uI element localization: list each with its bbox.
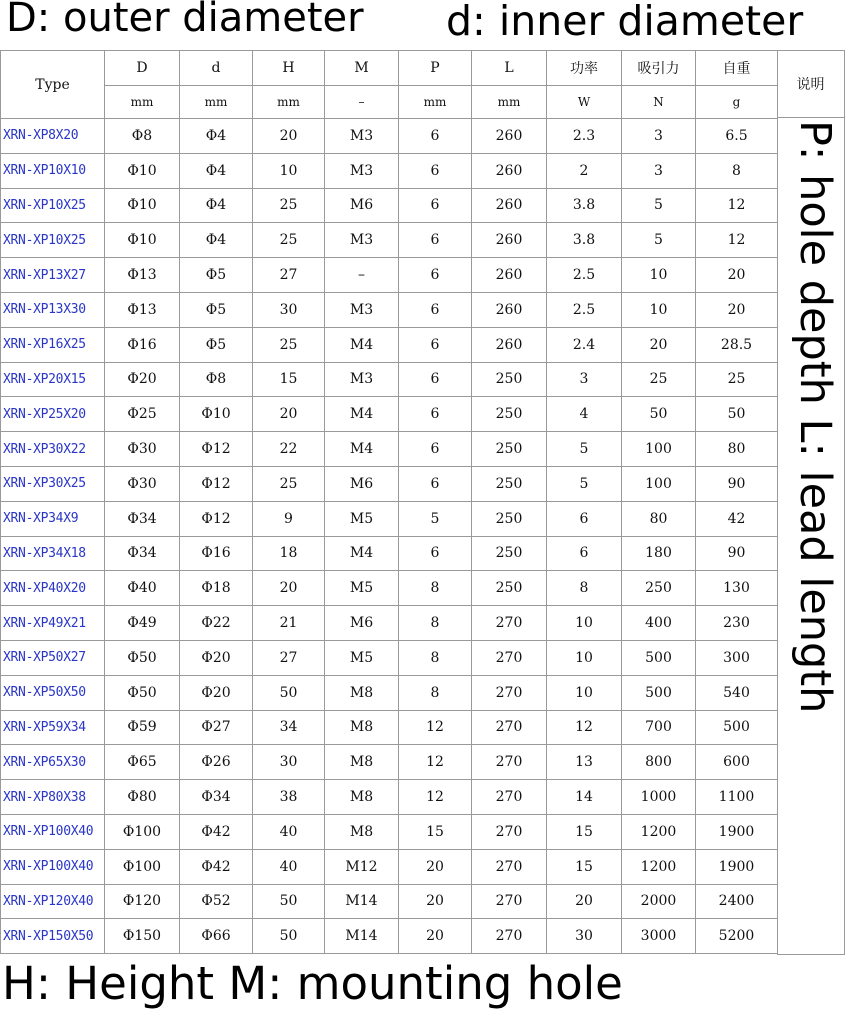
type-cell: XRN-XP50X27 (1, 640, 105, 675)
value-cell: 5 (622, 188, 696, 223)
value-cell: 260 (472, 119, 547, 154)
header-unit: mm (399, 86, 472, 119)
header-label: 自重 (696, 51, 778, 86)
table-header (1, 51, 778, 119)
value-cell: 12 (696, 188, 778, 223)
value-cell: Φ120 (105, 884, 180, 919)
value-cell: 27 (253, 258, 325, 293)
value-cell: 540 (696, 675, 778, 710)
table-row (1, 466, 778, 501)
value-cell: 260 (472, 223, 547, 258)
value-cell: 260 (472, 292, 547, 327)
value-cell: 6 (399, 536, 472, 571)
value-cell: 20 (253, 397, 325, 432)
value-cell: Φ80 (105, 780, 180, 815)
value-cell: Φ4 (180, 153, 253, 188)
type-cell: XRN-XP34X9 (1, 501, 105, 536)
value-cell: M8 (325, 710, 399, 745)
value-cell: Φ52 (180, 884, 253, 919)
value-cell: 1000 (622, 780, 696, 815)
value-cell: 1900 (696, 814, 778, 849)
value-cell: Φ22 (180, 606, 253, 641)
table-row (1, 640, 778, 675)
header-units-row (1, 86, 778, 119)
value-cell: Φ27 (180, 710, 253, 745)
value-cell: 12 (547, 710, 622, 745)
value-cell: 250 (472, 501, 547, 536)
value-cell: 38 (253, 780, 325, 815)
type-cell: XRN-XP80X38 (1, 780, 105, 815)
value-cell: Φ8 (180, 362, 253, 397)
value-cell: M8 (325, 814, 399, 849)
value-cell: M14 (325, 919, 399, 954)
value-cell: 50 (696, 397, 778, 432)
value-cell: 50 (253, 675, 325, 710)
value-cell: 2.3 (547, 119, 622, 154)
type-cell: XRN-XP59X34 (1, 710, 105, 745)
type-cell: XRN-XP50X50 (1, 675, 105, 710)
value-cell: 250 (472, 362, 547, 397)
value-cell: M6 (325, 466, 399, 501)
header-type: Type (1, 51, 105, 119)
value-cell: Φ5 (180, 292, 253, 327)
value-cell: 30 (253, 292, 325, 327)
value-cell: Φ34 (105, 501, 180, 536)
type-cell: XRN-XP150X50 (1, 919, 105, 954)
value-cell: 20 (399, 849, 472, 884)
type-cell: XRN-XP25X20 (1, 397, 105, 432)
value-cell: 500 (696, 710, 778, 745)
value-cell: 21 (253, 606, 325, 641)
header-unit: mm (472, 86, 547, 119)
value-cell: Φ100 (105, 814, 180, 849)
table-row (1, 536, 778, 571)
table-row (1, 710, 778, 745)
value-cell: 8 (696, 153, 778, 188)
value-cell: M4 (325, 536, 399, 571)
value-cell: 250 (472, 432, 547, 467)
value-cell: 130 (696, 571, 778, 606)
header-unit: W (547, 86, 622, 119)
caption-hole-depth-lead-length: P: hole depth L: lead length (790, 120, 840, 714)
value-cell: 6 (399, 292, 472, 327)
value-cell: Φ4 (180, 119, 253, 154)
value-cell: 20 (253, 119, 325, 154)
value-cell: 270 (472, 640, 547, 675)
type-cell: XRN-XP20X15 (1, 362, 105, 397)
table-row (1, 501, 778, 536)
value-cell: 80 (622, 501, 696, 536)
value-cell: 10 (547, 606, 622, 641)
header-label: 功率 (547, 51, 622, 86)
value-cell: 100 (622, 432, 696, 467)
value-cell: 250 (472, 536, 547, 571)
value-cell: Φ150 (105, 919, 180, 954)
value-cell: 5 (547, 432, 622, 467)
value-cell: 4 (547, 397, 622, 432)
value-cell: 25 (253, 223, 325, 258)
value-cell: 8 (547, 571, 622, 606)
table-body (1, 119, 778, 954)
header-label: L (472, 51, 547, 86)
value-cell: M8 (325, 780, 399, 815)
side-caption (786, 120, 840, 780)
value-cell: 270 (472, 606, 547, 641)
table-row (1, 675, 778, 710)
table-row (1, 745, 778, 780)
type-cell: XRN-XP30X22 (1, 432, 105, 467)
table-row (1, 780, 778, 815)
value-cell: 10 (622, 292, 696, 327)
header-label: d (180, 51, 253, 86)
value-cell: M12 (325, 849, 399, 884)
value-cell: Φ5 (180, 327, 253, 362)
value-cell: 15 (399, 814, 472, 849)
header-unit: – (325, 86, 399, 119)
caption-outer-diameter: D: outer diameter (6, 0, 364, 41)
value-cell: 50 (622, 397, 696, 432)
value-cell: 12 (696, 223, 778, 258)
value-cell: 260 (472, 188, 547, 223)
value-cell: 6 (399, 466, 472, 501)
value-cell: Φ65 (105, 745, 180, 780)
value-cell: 8 (399, 571, 472, 606)
value-cell: 8 (399, 675, 472, 710)
value-cell: Φ50 (105, 675, 180, 710)
value-cell: 1200 (622, 814, 696, 849)
value-cell: M8 (325, 675, 399, 710)
value-cell: 42 (696, 501, 778, 536)
value-cell: 1200 (622, 849, 696, 884)
value-cell: 6.5 (696, 119, 778, 154)
value-cell: M3 (325, 153, 399, 188)
value-cell: 30 (547, 919, 622, 954)
value-cell: Φ10 (180, 397, 253, 432)
value-cell: 6 (547, 536, 622, 571)
value-cell: 6 (399, 327, 472, 362)
header-label: D (105, 51, 180, 86)
value-cell: 15 (253, 362, 325, 397)
table-row (1, 292, 778, 327)
type-cell: XRN-XP8X20 (1, 119, 105, 154)
type-cell: XRN-XP30X25 (1, 466, 105, 501)
table-row (1, 362, 778, 397)
value-cell: 5 (547, 466, 622, 501)
value-cell: 270 (472, 710, 547, 745)
header-unit: N (622, 86, 696, 119)
value-cell: Φ13 (105, 258, 180, 293)
value-cell: 600 (696, 745, 778, 780)
value-cell: 6 (399, 397, 472, 432)
value-cell: 25 (622, 362, 696, 397)
value-cell: M3 (325, 119, 399, 154)
value-cell: 9 (253, 501, 325, 536)
value-cell: 20 (696, 292, 778, 327)
value-cell: Φ13 (105, 292, 180, 327)
value-cell: Φ66 (180, 919, 253, 954)
spec-table (0, 50, 778, 954)
value-cell: Φ18 (180, 571, 253, 606)
value-cell: 500 (622, 640, 696, 675)
value-cell: Φ42 (180, 814, 253, 849)
value-cell: 20 (622, 327, 696, 362)
value-cell: Φ25 (105, 397, 180, 432)
value-cell: 250 (622, 571, 696, 606)
value-cell: 80 (696, 432, 778, 467)
value-cell: 34 (253, 710, 325, 745)
value-cell: 25 (253, 327, 325, 362)
value-cell: 25 (696, 362, 778, 397)
value-cell: 5 (399, 501, 472, 536)
table-row (1, 814, 778, 849)
table-row (1, 884, 778, 919)
value-cell: Φ34 (180, 780, 253, 815)
value-cell: Φ59 (105, 710, 180, 745)
value-cell: 50 (253, 884, 325, 919)
value-cell: M4 (325, 397, 399, 432)
value-cell: Φ42 (180, 849, 253, 884)
value-cell: – (325, 258, 399, 293)
type-cell: XRN-XP34X18 (1, 536, 105, 571)
value-cell: Φ4 (180, 188, 253, 223)
value-cell: 20 (253, 571, 325, 606)
caption-inner-diameter: d: inner diameter (446, 0, 804, 45)
value-cell: 260 (472, 153, 547, 188)
value-cell: 2 (547, 153, 622, 188)
header-label: P (399, 51, 472, 86)
value-cell: 40 (253, 814, 325, 849)
table-row (1, 188, 778, 223)
value-cell: 20 (399, 919, 472, 954)
value-cell: 13 (547, 745, 622, 780)
caption-height-mounting-hole: H: Height M: mounting hole (2, 957, 623, 1010)
value-cell: 18 (253, 536, 325, 571)
value-cell: 50 (253, 919, 325, 954)
type-cell: XRN-XP40X20 (1, 571, 105, 606)
value-cell: Φ10 (105, 223, 180, 258)
value-cell: Φ12 (180, 501, 253, 536)
value-cell: Φ50 (105, 640, 180, 675)
value-cell: Φ30 (105, 432, 180, 467)
type-cell: XRN-XP13X27 (1, 258, 105, 293)
type-cell: XRN-XP65X30 (1, 745, 105, 780)
value-cell: 3 (547, 362, 622, 397)
value-cell: 250 (472, 571, 547, 606)
value-cell: 250 (472, 397, 547, 432)
table-row (1, 223, 778, 258)
value-cell: 6 (399, 188, 472, 223)
value-cell: Φ20 (180, 675, 253, 710)
table-row (1, 153, 778, 188)
header-label: H (253, 51, 325, 86)
value-cell: 270 (472, 814, 547, 849)
value-cell: Φ26 (180, 745, 253, 780)
type-cell: XRN-XP10X10 (1, 153, 105, 188)
value-cell: 10 (547, 675, 622, 710)
value-cell: 25 (253, 188, 325, 223)
value-cell: Φ34 (105, 536, 180, 571)
type-cell: XRN-XP13X30 (1, 292, 105, 327)
table-row (1, 327, 778, 362)
value-cell: 28.5 (696, 327, 778, 362)
value-cell: 90 (696, 536, 778, 571)
value-cell: 260 (472, 258, 547, 293)
value-cell: 6 (399, 153, 472, 188)
value-cell: M4 (325, 327, 399, 362)
value-cell: 2.5 (547, 292, 622, 327)
value-cell: 6 (547, 501, 622, 536)
value-cell: 6 (399, 362, 472, 397)
value-cell: 2.4 (547, 327, 622, 362)
value-cell: Φ10 (105, 188, 180, 223)
value-cell: 270 (472, 780, 547, 815)
value-cell: Φ30 (105, 466, 180, 501)
value-cell: 22 (253, 432, 325, 467)
value-cell: 300 (696, 640, 778, 675)
value-cell: 230 (696, 606, 778, 641)
value-cell: 25 (253, 466, 325, 501)
value-cell: 15 (547, 849, 622, 884)
value-cell: 500 (622, 675, 696, 710)
value-cell: 20 (696, 258, 778, 293)
table-row (1, 258, 778, 293)
value-cell: M4 (325, 432, 399, 467)
value-cell: 12 (399, 710, 472, 745)
value-cell: 270 (472, 884, 547, 919)
value-cell: 90 (696, 466, 778, 501)
value-cell: M8 (325, 745, 399, 780)
value-cell: 12 (399, 780, 472, 815)
value-cell: 6 (399, 119, 472, 154)
value-cell: 20 (547, 884, 622, 919)
type-cell: XRN-XP16X25 (1, 327, 105, 362)
table-row (1, 571, 778, 606)
value-cell: Φ10 (105, 153, 180, 188)
value-cell: 10 (547, 640, 622, 675)
value-cell: 3 (622, 119, 696, 154)
value-cell: 100 (622, 466, 696, 501)
value-cell: M3 (325, 223, 399, 258)
table-row (1, 432, 778, 467)
value-cell: 40 (253, 849, 325, 884)
value-cell: 400 (622, 606, 696, 641)
value-cell: M5 (325, 640, 399, 675)
table-row (1, 119, 778, 154)
value-cell: 5200 (696, 919, 778, 954)
value-cell: M3 (325, 292, 399, 327)
value-cell: M3 (325, 362, 399, 397)
value-cell: 180 (622, 536, 696, 571)
value-cell: Φ20 (180, 640, 253, 675)
type-cell: XRN-XP100X40 (1, 849, 105, 884)
header-unit: mm (253, 86, 325, 119)
value-cell: M6 (325, 188, 399, 223)
value-cell: Φ100 (105, 849, 180, 884)
value-cell: 270 (472, 919, 547, 954)
value-cell: 6 (399, 223, 472, 258)
table-row (1, 919, 778, 954)
header-unit: g (696, 86, 778, 119)
value-cell: 2000 (622, 884, 696, 919)
table-row (1, 606, 778, 641)
value-cell: 2400 (696, 884, 778, 919)
header-unit: mm (180, 86, 253, 119)
value-cell: 15 (547, 814, 622, 849)
value-cell: Φ12 (180, 432, 253, 467)
type-cell: XRN-XP49X21 (1, 606, 105, 641)
type-cell: XRN-XP10X25 (1, 223, 105, 258)
value-cell: 3.8 (547, 188, 622, 223)
value-cell: 1900 (696, 849, 778, 884)
value-cell: Φ4 (180, 223, 253, 258)
value-cell: 12 (399, 745, 472, 780)
value-cell: Φ40 (105, 571, 180, 606)
value-cell: 3000 (622, 919, 696, 954)
table-row (1, 397, 778, 432)
value-cell: M6 (325, 606, 399, 641)
table-row (1, 849, 778, 884)
header-unit: mm (105, 86, 180, 119)
value-cell: Φ20 (105, 362, 180, 397)
value-cell: Φ16 (180, 536, 253, 571)
header-label: 吸引力 (622, 51, 696, 86)
value-cell: 2.5 (547, 258, 622, 293)
value-cell: 270 (472, 849, 547, 884)
value-cell: Φ8 (105, 119, 180, 154)
type-cell: XRN-XP10X25 (1, 188, 105, 223)
value-cell: Φ5 (180, 258, 253, 293)
header-labels-row (1, 51, 778, 86)
value-cell: 8 (399, 640, 472, 675)
value-cell: M5 (325, 571, 399, 606)
value-cell: 800 (622, 745, 696, 780)
value-cell: 3.8 (547, 223, 622, 258)
value-cell: Φ12 (180, 466, 253, 501)
value-cell: 8 (399, 606, 472, 641)
header-label: M (325, 51, 399, 86)
value-cell: 6 (399, 432, 472, 467)
value-cell: 27 (253, 640, 325, 675)
value-cell: Φ16 (105, 327, 180, 362)
value-cell: 14 (547, 780, 622, 815)
value-cell: M14 (325, 884, 399, 919)
value-cell: 270 (472, 675, 547, 710)
value-cell: 5 (622, 223, 696, 258)
value-cell: 10 (253, 153, 325, 188)
value-cell: 1100 (696, 780, 778, 815)
type-cell: XRN-XP100X40 (1, 814, 105, 849)
value-cell: 270 (472, 745, 547, 780)
value-cell: M5 (325, 501, 399, 536)
value-cell: 20 (399, 884, 472, 919)
value-cell: 3 (622, 153, 696, 188)
value-cell: 700 (622, 710, 696, 745)
value-cell: Φ49 (105, 606, 180, 641)
type-cell: XRN-XP120X40 (1, 884, 105, 919)
value-cell: 260 (472, 327, 547, 362)
value-cell: 250 (472, 466, 547, 501)
value-cell: 30 (253, 745, 325, 780)
value-cell: 6 (399, 258, 472, 293)
header-notes: 说明 (777, 50, 845, 118)
value-cell: 10 (622, 258, 696, 293)
